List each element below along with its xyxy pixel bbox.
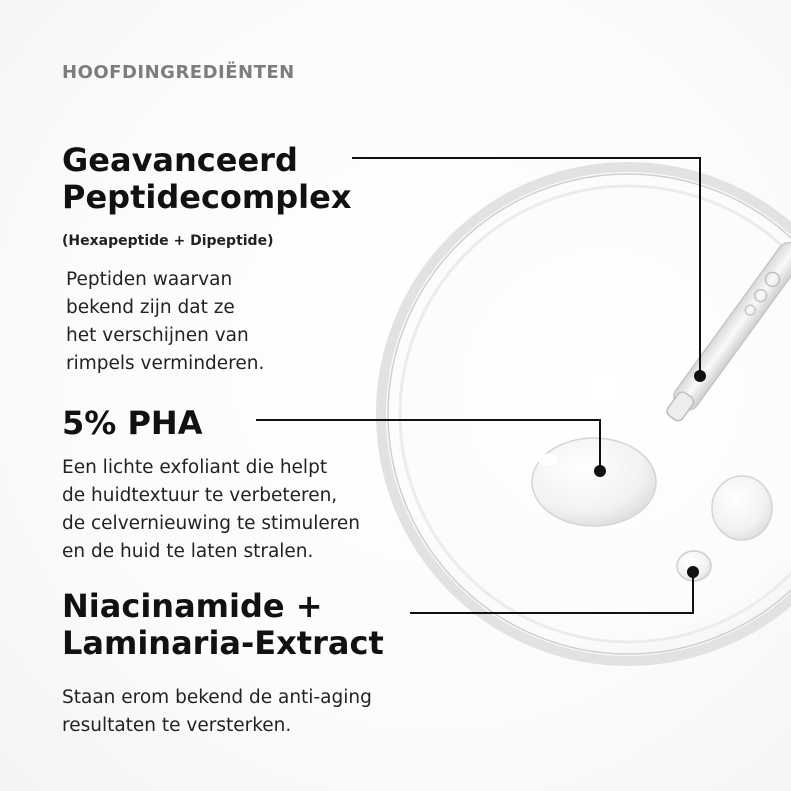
- ingredient-niacinamide-title-line-2: Laminaria-Extract: [62, 624, 384, 662]
- section-title: HOOFDINGREDIËNTEN: [62, 62, 295, 83]
- ingredient-niacinamide-description: [62, 684, 372, 740]
- ingredient-pha-description: [62, 454, 360, 566]
- ingredient-peptide-title: [62, 142, 351, 216]
- callout-dot-peptide: [694, 370, 706, 382]
- description-line: het verschijnen van: [66, 325, 249, 346]
- description-line: de celvernieuwing te stimuleren: [62, 513, 361, 534]
- ingredient-peptide-title-line-2: Peptidecomplex: [62, 178, 352, 216]
- description-line: Een lichte exfoliant die helpt: [62, 457, 328, 478]
- callout-dot-pha: [594, 465, 606, 477]
- description-line: resultaten te versterken.: [62, 715, 292, 736]
- ingredient-peptide-title-line-1: Geavanceerd: [62, 141, 298, 179]
- ingredient-pha-title: [62, 405, 202, 442]
- ingredient-peptide-subtitle: (Hexapeptide + Dipeptide): [62, 233, 274, 249]
- petri-dish: [381, 167, 791, 661]
- callout-dot-niacinamide: [687, 566, 699, 578]
- ingredient-peptide-description: [66, 266, 264, 378]
- ingredient-niacinamide-title-line-1: Niacinamide +: [62, 587, 323, 625]
- description-line: rimpels verminderen.: [66, 353, 265, 374]
- ingredient-niacinamide-title: [62, 588, 384, 662]
- ingredient-pha-title-line-1: 5% PHA: [62, 404, 203, 442]
- description-line: de huidtextuur te verbeteren,: [62, 485, 338, 506]
- description-line: en de huid te laten stralen.: [62, 541, 314, 562]
- description-line: Peptiden waarvan: [66, 269, 233, 290]
- description-line: Staan erom bekend de anti-aging: [62, 687, 372, 708]
- description-line: bekend zijn dat ze: [66, 297, 235, 318]
